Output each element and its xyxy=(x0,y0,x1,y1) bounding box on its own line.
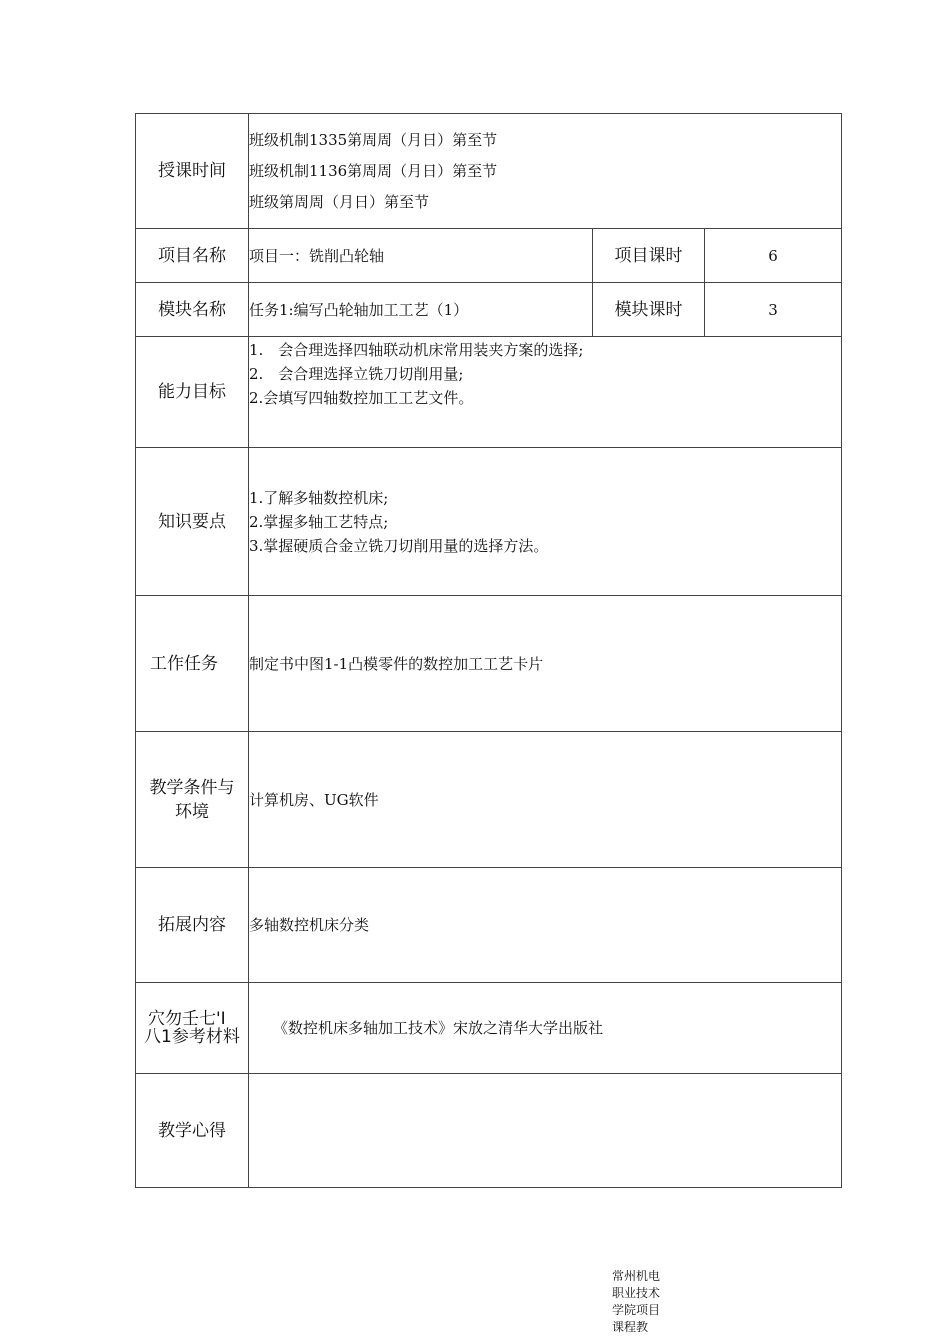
label-reference xyxy=(136,983,249,1074)
list-item: 1.了解多轴数控机床; xyxy=(249,488,389,507)
label-project: 项目名称 xyxy=(136,229,249,283)
schedule-line: 班级机制1136第周周（月日）第至节 xyxy=(249,161,498,180)
row-schedule xyxy=(136,114,842,229)
schedule-line: 班级机制1335第周周（月日）第至节 xyxy=(249,130,498,149)
label-project-hours: 项目课时 xyxy=(593,229,705,283)
row-module xyxy=(136,283,842,337)
lesson-plan-table xyxy=(135,113,842,1188)
reflection-value xyxy=(249,1074,842,1188)
schedule-value xyxy=(249,114,842,229)
row-reference xyxy=(136,983,842,1074)
label-knowledge: 知识要点 xyxy=(136,448,249,596)
label-conditions xyxy=(136,732,249,868)
conditions-value: 计算机房、UG软件 xyxy=(249,732,842,868)
list-item: 2.会填写四轴数控加工工艺文件。 xyxy=(249,389,474,407)
module-hours: 3 xyxy=(705,283,842,337)
footer-institution: 常州机电职业技术学院项目课程教 xyxy=(612,1269,661,1334)
module-name: 任务1:编写凸轮轴加工工艺（1） xyxy=(249,283,593,337)
project-hours: 6 xyxy=(705,229,842,283)
list-item: 2. 会合理选择立铣刀切削用量; xyxy=(249,365,464,383)
list-item: 3.掌握硬质合金立铣刀切削用量的选择方法。 xyxy=(249,536,549,555)
task-value: 制定书中图1-1凸模零件的数控加工工艺卡片 xyxy=(249,596,842,732)
ability-list xyxy=(249,337,842,448)
label-module-hours: 模块课时 xyxy=(593,283,705,337)
row-conditions xyxy=(136,732,842,868)
extension-value: 多轴数控机床分类 xyxy=(249,868,842,983)
label-ability: 能力目标 xyxy=(136,337,249,448)
schedule-line: 班级第周周（月日）第至节 xyxy=(249,192,430,211)
row-extension xyxy=(136,868,842,983)
list-item: 2.掌握多轴工艺特点; xyxy=(249,512,389,531)
row-ability xyxy=(136,337,842,448)
row-task xyxy=(136,596,842,732)
label-line: 教学条件与 xyxy=(149,777,235,798)
row-reflection xyxy=(136,1074,842,1188)
project-name: 项目一：铣削凸轮轴 xyxy=(249,229,593,283)
list-item: 1. 会合理选择四轴联动机床常用装夹方案的选择; xyxy=(249,341,584,359)
label-reflection: 教学心得 xyxy=(136,1074,249,1188)
reference-value: 《数控机床多轴加工技术》宋放之清华大学出版社 xyxy=(249,983,842,1074)
label-reference-text: 八1参考材料 xyxy=(144,1027,240,1047)
label-module: 模块名称 xyxy=(136,283,249,337)
label-overlay-text: 穴勿壬七'I xyxy=(148,1009,226,1029)
label-line: 环境 xyxy=(175,801,209,822)
row-knowledge xyxy=(136,448,842,596)
label-extension: 拓展内容 xyxy=(136,868,249,983)
row-project xyxy=(136,229,842,283)
label-task: 工作任务 xyxy=(136,596,249,732)
knowledge-list xyxy=(249,448,842,596)
label-schedule: 授课时间 xyxy=(136,114,249,229)
